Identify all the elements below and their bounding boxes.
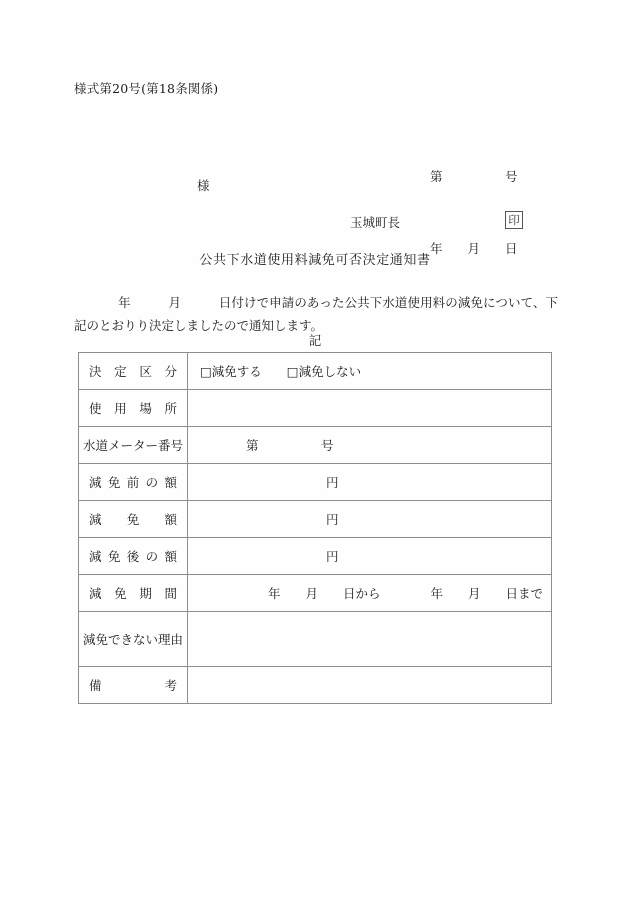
label-char: 使: [89, 400, 102, 416]
label-char: 減: [89, 548, 102, 564]
body-line-2: り決定しましたので通知します。: [136, 318, 324, 333]
label-char: 額: [164, 548, 177, 564]
page-title: 公共下水道使用料減免可否決定通知書: [199, 253, 431, 268]
document-number-line: 第 号: [430, 169, 518, 184]
label-char: 前: [126, 474, 140, 490]
row-value-cell[interactable]: [188, 612, 552, 667]
label-char: の: [145, 548, 159, 564]
ki-marker: 記: [308, 333, 322, 348]
table-row: [79, 464, 552, 501]
row-label-cell: [79, 501, 188, 538]
label-char: ー: [145, 437, 159, 453]
label-char: 考: [164, 677, 177, 693]
label-char: 用: [114, 400, 127, 416]
row-label: [79, 549, 187, 564]
row-label: [79, 678, 187, 693]
row-label-cell: [79, 353, 188, 390]
label-char: 期: [139, 585, 152, 601]
label-char: で: [107, 631, 121, 647]
form-number: 様式第20号(第18条関係): [74, 81, 219, 96]
label-char: 間: [164, 585, 177, 601]
label-char: 水: [82, 437, 96, 453]
label-char: 番: [158, 437, 171, 453]
label-char: き: [120, 631, 133, 647]
row-value: 第 号: [246, 437, 334, 453]
label-char: 区: [139, 363, 152, 379]
label-char: 額: [164, 511, 177, 527]
label-char: 分: [164, 363, 177, 379]
row-value-cell[interactable]: [188, 575, 552, 612]
row-value-cell[interactable]: [188, 353, 552, 390]
body-line-1: 年 月 日付けで申請のあった公共下水道使用料の減免について、下記のとおり: [74, 295, 558, 333]
table-row: [79, 575, 552, 612]
row-label: [79, 401, 187, 416]
label-char: 備: [89, 677, 102, 693]
row-value-cell[interactable]: [188, 464, 552, 501]
table-row: [79, 427, 552, 464]
decision-detail-table: [78, 352, 552, 704]
row-value: 円: [326, 474, 339, 490]
label-char: 減: [82, 631, 96, 647]
label-char: い: [145, 631, 159, 647]
row-value: 年 月 日から 年 月 日まで: [268, 585, 544, 601]
label-char: 所: [164, 400, 177, 416]
row-label-cell: [79, 575, 188, 612]
label-char: 道: [95, 437, 108, 453]
label-char: な: [133, 631, 146, 647]
label-char: 決: [89, 363, 102, 379]
row-label: [79, 364, 187, 379]
seal-stamp-box: 印: [505, 211, 523, 229]
label-char: 減: [89, 585, 102, 601]
label-char: 免: [95, 631, 108, 647]
label-char: 免: [107, 474, 121, 490]
row-label-cell: [79, 612, 188, 667]
label-char: メ: [107, 437, 121, 453]
issuer-name: 玉城町長: [350, 215, 401, 230]
table-row: [79, 612, 552, 667]
addressee-honorific: 様: [197, 178, 210, 193]
row-label-cell: [79, 667, 188, 704]
table-row: [79, 390, 552, 427]
row-value-cell[interactable]: [188, 538, 552, 575]
label-char: 額: [164, 474, 177, 490]
table-row: [79, 501, 552, 538]
row-label: [79, 632, 187, 647]
label-char: 場: [139, 400, 152, 416]
table-row: [79, 353, 552, 390]
row-label-cell: [79, 427, 188, 464]
label-char: 減: [89, 474, 102, 490]
document-date-line: 年 月 日: [430, 241, 518, 256]
label-char: 定: [114, 363, 127, 379]
row-label-cell: [79, 390, 188, 427]
row-label-cell: [79, 464, 188, 501]
label-char: タ: [133, 437, 146, 453]
row-value-cell[interactable]: [188, 427, 552, 464]
label-char: 減: [89, 511, 102, 527]
row-label: [79, 586, 187, 601]
row-label: [79, 475, 187, 490]
table-row: [79, 667, 552, 704]
decision-checkbox-group[interactable]: □減免する □減免しない: [200, 363, 362, 379]
row-label: [79, 438, 187, 453]
row-label-cell: [79, 538, 188, 575]
label-char: 後: [126, 548, 140, 564]
label-char: 理: [158, 631, 171, 647]
row-value-cell[interactable]: [188, 667, 552, 704]
row-value-cell[interactable]: [188, 390, 552, 427]
label-char: の: [145, 474, 159, 490]
label-char: 免: [107, 548, 121, 564]
row-label: [79, 512, 187, 527]
label-char: 免: [114, 585, 127, 601]
label-char: 免: [126, 511, 140, 527]
row-value: 円: [326, 548, 339, 564]
row-value: 円: [326, 511, 339, 527]
row-value-cell[interactable]: [188, 501, 552, 538]
table-row: [79, 538, 552, 575]
label-char: 由: [170, 631, 184, 647]
label-char: 号: [170, 437, 184, 453]
label-char: ー: [120, 437, 133, 453]
